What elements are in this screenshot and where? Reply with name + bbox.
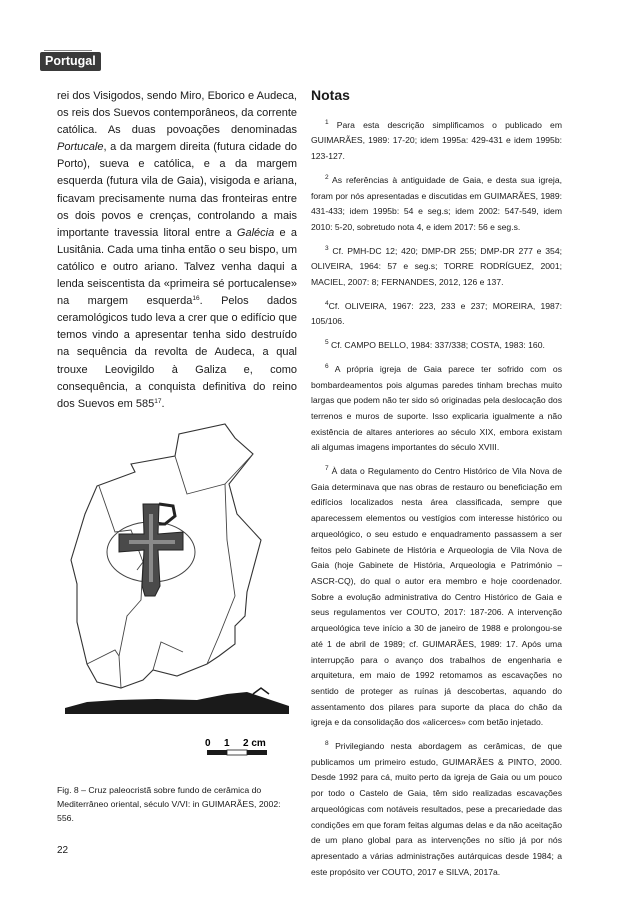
scale-label-1: 1: [224, 738, 230, 749]
crack-line: [207, 484, 235, 664]
note-item: $^8$ Privilegiando nesta abordagem as cerâmicas, de que publicamos um primeiro estudo, GUIMARÃES & PINTO, 2000. Desde 1992 para cá, muito perto da igreja de Gaia ou um pouco por todo o Castelo de Gaia, têm sido realizadas escavações arqueológicas com notáveis resultados, pese a precariedade das condições em que foram feitas algumas delas e da não aceitação de um plano global para as intervenções no sítio já por nós apresentado a várias administrações autárquicas desde 1984; a este propósito ver COUTO, 2017 e SILVA, 2017a.: [311, 740, 562, 877]
note-item: $^7$ À data o Regulamento do Centro Histórico de Vila Nova de Gaia determinava que nas obras de restauro ou beneficiação em edifícios localizados nesta área classificada, sempre que aparecessem elementos ou vestígios com interesse histórico ou arqueológico, o seu estudo e enquadramento passassem a ser feitos pelo Gabinete de História e Arqueologia de Vila Nova de Gaia (hoje Gabinete de História, Arqueologia e Património – ASCR-CQ), do qual o autor era membro e hoje coordenador. Sobre a evolução administrativa do Centro Histórico de Gaia e seus regulamentos ver COUTO, 2017: 187-206. A intervenção arqueológica teve início a 30 de janeiro de 1988 e prolongou-se até 1 de abril de 1989; cf. GUIMARÃES, 1989: 17. Após uma interrupção para o avanço dos trabalhos de engenharia e arquitetura, em maio de 1992 retomamos as escavações no sentido de proteger as ruínas já descobertas, aquando do assentamento dos pilares para suporte da placa do chão da igreja e da consolidação dos «alicerces» com betão injetado.: [311, 465, 562, 728]
notes-title: Notas: [311, 87, 350, 103]
note-item: $^3$ Cf. PMH-DC 12; 420; DMP-DR 255; DMP-DR 277 e 354; OLIVEIRA, 1964: 57 e seg.s; TORRE RODRÍGUEZ, 2001; MACIEL, 2007: 8; FERNANDES, 2012, 126 e 137.: [311, 244, 562, 288]
scale-label-2: 2 cm: [243, 738, 266, 749]
scale-bar: [205, 738, 267, 755]
figure-caption: Fig. 8 – Cruz paleocristã sobre fundo de cerâmica do Mediterrâneo oriental, século V/VI: in GUIMARÃES, 2002: 556.: [57, 785, 281, 824]
page-number: 22: [57, 845, 69, 856]
note-item: $^4$Cf. OLIVEIRA, 1967: 223, 233 e 237; MOREIRA, 1987: 105/106.: [311, 299, 562, 327]
vessel-profile-section: [65, 692, 289, 714]
profile-foot: [253, 688, 269, 694]
crack-line: [175, 454, 253, 494]
crack-line: [99, 486, 143, 570]
pottery-sherd-illustration: [57, 364, 297, 779]
notes-column: [311, 88, 562, 888]
header-rule: [44, 42, 92, 51]
scale-label-0: 0: [205, 738, 211, 749]
body-paragraph: rei dos Visigodos, sendo Miro, Eborico e Audeca, os reis dos Suevos contemporâneos, da corrente católica. As duas povoações denominadas Portucale, a da margem direita (futura cidade do Porto), sueva e católica, e a da margem esquerda (futura vila de Gaia), visigoda e ariana, ficavam precisamente numa das fronteiras entre os dois povos e crenças, controlando a mais importante travessia litoral entre a Galécia e a Lusitânia. Cada uma tinha então o seu bispo, um católico e outro ariano. Talvez venha daqui a lenda seiscentista da «primeira sé portucalense» na margem esquerda$^{16}$. Pelos dados ceramológicos tudo leva a crer que o edifício que temos vindo a apresentar tenha sido destruído na sequência da revolta de Audeca, a qual trouxe Leovigildo à Galiza e, como consequência, a conquista definitiva do reino dos Suevos em $585^{17}$.: [57, 90, 298, 410]
figure-pottery-drawing: [57, 364, 297, 779]
note-item: $^2$ As referências à antiguidade de Gaia, e desta sua igreja, foram por nós apresentadas e discutidas em GUIMARÃES, 1989: 431-433; idem 1995b: 54 e seg.s; idem 2002: 547-549, idem 2010: 5-20, sobretudo nota 4, e idem 2017: 56 e seg.s.: [311, 173, 562, 232]
cross-icon: [119, 504, 183, 596]
section-tag: Portugal: [40, 52, 101, 71]
crack-line: [87, 650, 119, 664]
note-item: $^1$ Para esta descrição simplificamos o publicado em GUIMARÃES, 1989: 17-20; idem 1995a: 429-431 e idem 1995b: 123-127.: [311, 118, 562, 162]
crack-line: [153, 642, 183, 670]
note-item: $^6$ A própria igreja de Gaia parece ter sofrido com os bombardeamentos pois algumas paredes tinham brechas muito largas que podem não ter sido só originadas pela deslocação dos terrenos e muros de suporte. Isso explicaria igualmente a não existência de altares anteriores ao século XIX, embora existam ali algumas imagens importantes do século XVIII.: [311, 362, 562, 453]
sherd-outline: [71, 424, 261, 688]
note-item: $^5$ Cf. CAMPO BELLO, 1984: 337/338; COSTA, 1983: 160.: [325, 339, 545, 351]
